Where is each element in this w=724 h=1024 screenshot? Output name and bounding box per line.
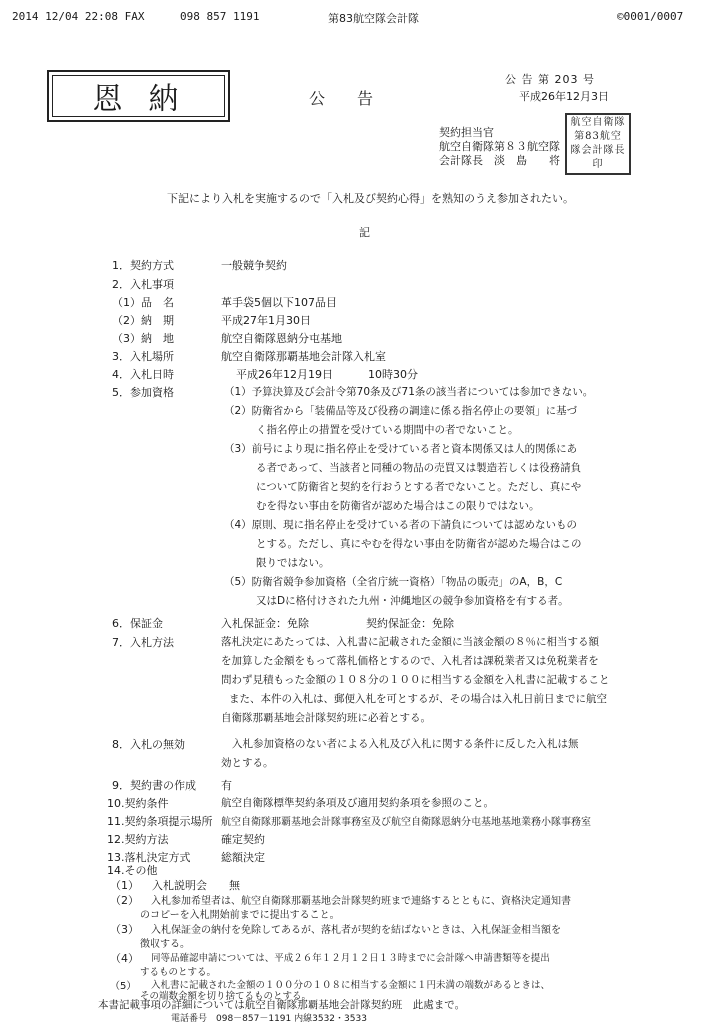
item-12-value: 確定契約 <box>221 833 265 846</box>
footer-note: 本書記載事項の詳細については航空自衛隊那覇基地会計隊契約班 此處まで。 <box>98 999 466 1011</box>
koukoku-title: 公 告 <box>309 89 374 108</box>
fax-datetime: 2014 12/04 22:08 FAX <box>12 10 145 23</box>
item-5-line: とする。ただし、真にやむを得ない事由を防衛省が認めた場合はこの <box>256 538 582 550</box>
item-5-line: （5）防衛省競争参加資格（全省庁統一資格）「物品の販売」のA，B，C <box>224 576 563 588</box>
item-11-value: 航空自衛隊那覇基地会計隊事務室及び航空自衛隊恩納分屯基地基地業務小隊事務室 <box>221 817 591 828</box>
item-14-1-value: 入札説明会 無 <box>152 879 240 892</box>
item-14-2-label: （2） <box>110 894 139 907</box>
item-2-2-value: 平成27年1月30日 <box>221 314 311 327</box>
item-9-label: 9．契約書の作成 <box>112 779 196 792</box>
item-11-label: 11.契約条項提示場所 <box>107 815 213 828</box>
item-14-3-label: （3） <box>110 923 139 936</box>
item-2-1-value: 革手袋5個以下107品目 <box>221 296 337 309</box>
item-7-line: 自衛隊那覇基地会計隊契約班に必着とする。 <box>221 712 431 724</box>
item-12-label: 12.契約方法 <box>107 833 169 846</box>
item-5-line: （3）前号により現に指名停止を受けている者と資本関係又は人的関係にあ <box>224 443 578 455</box>
item-6-label: 6．保証金 <box>112 617 163 630</box>
item-2-3-label: （3）納 地 <box>112 332 174 345</box>
item-3-label: 3．入札場所 <box>112 350 174 363</box>
item-9-value: 有 <box>221 779 232 792</box>
item-14-4-line: するものとする。 <box>140 967 217 978</box>
item-5-line: （4）原則、現に指名停止を受けている者の下請負については認めないもの <box>224 519 577 531</box>
item-14-2-line: のコピーを入札開始前までに提出すること。 <box>140 910 340 921</box>
item-14-5-label: （5） <box>110 981 137 992</box>
item-13-value: 総額決定 <box>221 851 265 864</box>
notice-date: 平成26年12月3日 <box>519 90 609 103</box>
item-14-2-line: 入札参加希望者は、航空自衛隊那覇基地会計隊契約班まで連絡するとともに、資格決定通知書 <box>151 896 571 907</box>
item-5-line: く指名停止の措置を受けている期間中の者でないこと。 <box>256 424 519 436</box>
item-14-3-line: 入札保証金の納付を免除してあるが、落札者が契約を結ばないときは、入札保証金相当額を <box>151 925 561 936</box>
item-13-label: 13.落札決定方式 <box>107 851 191 864</box>
item-8-line: 効とする。 <box>221 757 274 769</box>
item-10-label: 10.契約条件 <box>107 797 169 810</box>
item-2-2-label: （2）納 期 <box>112 314 174 327</box>
item-1-label: 1．契約方式 <box>112 259 174 272</box>
item-5-line: （1）予算決算及び会計令第70条及び71条の該当者については参加できない。 <box>224 386 594 398</box>
item-5-line: 又はDに格付けされた九州・沖縄地区の競争参加資格を有する者。 <box>256 595 569 607</box>
item-5-line: る者であって、当該者と同種の物品の売買又は製造若しくは役務請負 <box>256 462 582 474</box>
item-5-line: について防衛省と契約を行おうとする者でないこと。ただし、真にや <box>256 481 582 493</box>
item-10-value: 航空自衛隊標準契約条項及び適用契約条項を参照のこと。 <box>221 797 494 809</box>
onou-title: 恩納 <box>52 75 225 117</box>
official-title: 契約担当官 <box>439 126 494 139</box>
item-5-line: 限りではない。 <box>256 557 330 569</box>
fax-sender: 第83航空隊会計隊 <box>328 12 419 25</box>
item-14-4-label: （4） <box>110 952 139 965</box>
item-4-time: 10時30分 <box>368 368 418 381</box>
item-2-label: 2．入札事項 <box>112 278 174 291</box>
item-4-label: 4．入札日時 <box>112 368 174 381</box>
item-7-line: 問わず見積もった金額の１０８分の１００に相当する金額を入札書に記載すること <box>221 674 610 686</box>
item-7-line: を加算した金額をもって落札価格とするので、入札者は課税業者又は免税業者を <box>221 655 599 667</box>
item-14-3-line: 徴収する。 <box>140 939 190 950</box>
item-2-1-label: （1）品 名 <box>112 296 174 309</box>
item-14-1-label: （1） <box>110 879 139 892</box>
fax-page: ©0001/0007 <box>617 10 684 23</box>
item-6-contract-deposit: 契約保証金：免除 <box>366 617 454 630</box>
item-8-label: 8．入札の無効 <box>112 738 185 751</box>
official-name: 会計隊長 淡 島 将 <box>439 154 560 167</box>
intro-text: 下記により入札を実施するので「入札及び契約心得」を熟知のうえ参加されたい。 <box>167 192 574 205</box>
item-1-value: 一般競争契約 <box>221 259 287 272</box>
fax-number: 098 857 1191 <box>180 10 260 23</box>
item-7-line: また、本件の入札は、郵便入札を可とするが、その場合は入札日前日までに航空 <box>229 693 607 705</box>
item-7-line: 落札決定にあたっては、入札書に記載された金額に当該金額の８％に相当する額 <box>221 636 599 648</box>
notice-number: 公 告 第 203 号 <box>505 73 595 86</box>
item-3-value: 航空自衛隊那覇基地会計隊入札室 <box>221 350 386 363</box>
official-unit: 航空自衛隊第８３航空隊 <box>439 140 560 153</box>
item-7-label: 7．入札方法 <box>112 636 174 649</box>
item-5-line: （2）防衛省から「装備品等及び役務の調達に係る指名停止の要領」に基づ <box>224 405 578 417</box>
footer-phone: 電話番号 098－857－1191 内線3532・3533 <box>171 1014 367 1024</box>
ki-heading: 記 <box>359 226 370 239</box>
item-14-5-line: その端数金額を切り捨てるものとする。 <box>140 991 312 1002</box>
item-14-label: 14.その他 <box>107 864 158 877</box>
seal-text: 航空自衛隊第83航空隊会計隊長印 <box>570 117 626 170</box>
item-14-5-line: 入札書に記載された金額の１００分の１０８に相当する金額に１円未満の端数があるときは、 <box>151 980 551 991</box>
item-5-line: むを得ない事由を防衛省が認めた場合はこの限りではない。 <box>256 500 540 512</box>
item-2-3-value: 航空自衛隊恩納分屯基地 <box>221 332 342 345</box>
official-seal <box>565 113 631 175</box>
item-5-label: 5．参加資格 <box>112 386 174 399</box>
item-14-4-line: 同等品確認申請については、平成２６年１２月１２日１３時までに会計隊へ申請書類等を提出 <box>151 953 550 964</box>
onou-title-box <box>47 70 230 122</box>
item-6-bid-deposit: 入札保証金：免除 <box>221 617 309 630</box>
item-4-date: 平成26年12月19日 <box>236 368 333 381</box>
item-8-line: 入札参加資格のない者による入札及び入札に関する条件に反した入札は無 <box>232 738 579 750</box>
